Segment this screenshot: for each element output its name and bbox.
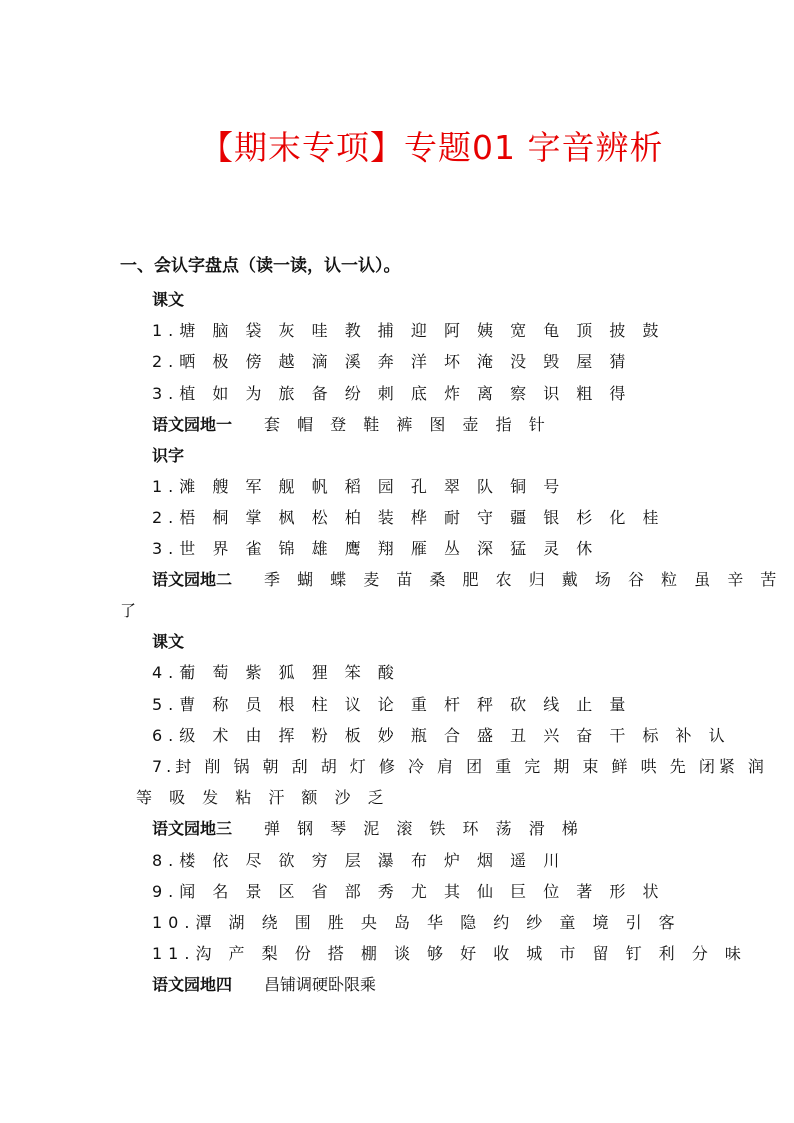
subheading-shizi: 识字	[152, 446, 185, 465]
garden-label: 语文园地二	[152, 570, 233, 589]
char-line: 1.滩 艘 军 舰 帆 稻 园 孔 翠 队 铜 号	[152, 477, 566, 496]
char-line: 2.梧 桐 掌 枫 松 柏 装 桦 耐 守 疆 银 杉 化 桂	[152, 508, 665, 527]
page-title: 【期末专项】专题01 字音辨析	[200, 128, 664, 167]
subheading-kewen: 课文	[152, 290, 185, 309]
char-line: 2.晒 极 傍 越 滴 溪 奔 洋 坏 淹 没 毁 屋 猜	[152, 352, 632, 371]
char-line: 9.闻 名 景 区 省 部 秀 尤 其 仙 巨 位 著 形 状	[152, 882, 665, 901]
char-list: 弹 钢 琴 泥 滚 铁 环 荡 滑 梯	[264, 819, 584, 838]
char-line: 5.曹 称 员 根 柱 议 论 重 杆 秤 砍 线 止 量	[152, 695, 632, 714]
char-list: 套 帽 登 鞋 裤 图 壶 指 针	[264, 415, 551, 434]
char-line	[152, 567, 782, 590]
char-line: 11.沟 产 梨 份 搭 棚 谈 够 好 收 城 市 留 钉 利 分 味	[152, 944, 747, 963]
char-list: 昌铺调硬卧限乘	[264, 975, 377, 994]
section-heading: 一、会认字盘点（读一读，认一认）。	[120, 256, 401, 276]
garden-label: 语文园地一	[152, 415, 233, 434]
char-line-wrap: 等 吸 发 粘 汗 额 沙 乏	[136, 788, 390, 807]
char-line: 3.世 界 雀 锦 雄 鹰 翔 雁 丛 深 猛 灵 休	[152, 539, 599, 558]
char-line: 6.级 术 由 挥 粉 板 妙 瓶 合 盛 丑 兴 奋 干 标 补 认	[152, 726, 731, 745]
char-line	[152, 972, 376, 995]
char-line-wrap: 了	[120, 601, 143, 620]
char-line: 4.葡 萄 紫 狐 狸 笨 酸	[152, 663, 400, 682]
char-list: 季 蝴 蝶 麦 苗 桑 肥 农 归 戴 场 谷 粒 虽 辛 苦	[264, 570, 783, 589]
garden-label: 语文园地四	[152, 975, 233, 994]
char-line: 10.潭 湖 绕 围 胜 央 岛 华 隐 约 纱 童 境 引 客	[152, 913, 681, 932]
char-line	[152, 816, 584, 839]
char-line: 7.封 削 锅 朝 刮 胡 灯 修 冷 肩 团 重 完 期 束 鲜 哄 先 闭紧 润	[152, 757, 768, 776]
garden-label: 语文园地三	[152, 819, 233, 838]
char-line: 1.塘 脑 袋 灰 哇 教 捕 迎 阿 姨 宽 龟 顶 披 鼓	[152, 321, 665, 340]
subheading-kewen: 课文	[152, 632, 185, 651]
char-line	[152, 412, 551, 435]
char-line: 8.楼 依 尽 欲 穷 层 瀑 布 炉 烟 遥 川	[152, 851, 566, 870]
char-line: 3.植 如 为 旅 备 纷 刺 底 炸 离 察 识 粗 得	[152, 384, 632, 403]
